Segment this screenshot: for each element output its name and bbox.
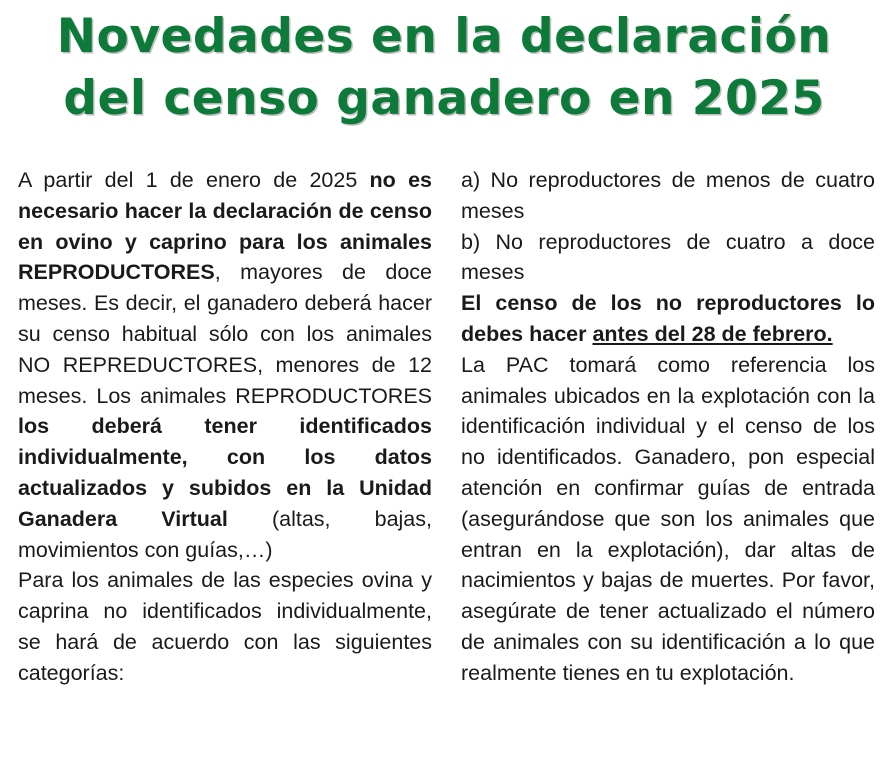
categories-paragraph: Para los animales de las especies ovina y caprina no identificados individualmente, se hará de acuerdo con las siguientes categorías: [18, 568, 432, 685]
examples-text: (altas, bajas, movimientos con guías,…) [18, 506, 432, 562]
intro-text: A partir del 1 de enero de 2025 [18, 168, 370, 192]
title-line-1: Novedades en la declaración [56, 9, 832, 64]
pac-paragraph: La PAC tomará como referencia los animales ubicados en la explotación con la identificación individual y el censo de los no identificados. Ganadero, pon especial atención en confirmar guías de entrada (asegurándose que son los animales que entran en la explotación), dar altas de nacimientos y bajas de muertes. Por favor, asegúrate de tener actualizado el número de animales con su identificación a lo que realmente tienes en tu explotación. [461, 352, 875, 685]
not-required-notice: no es necesario hacer la declaración de censo en ovino y caprino para los animales REPRODUCTORES [18, 168, 432, 285]
identification-requirement: los deberá tener identificados individualmente, con los datos actualizados y subidos en la Unidad Ganadera Virtual [18, 414, 432, 531]
intro-paragraph [18, 165, 432, 565]
category-item-a: a) No reproductores de menos de cuatro meses [461, 168, 875, 223]
title-line-2: del censo ganadero en 2025 [63, 71, 825, 126]
census-explanation: , mayores de doce meses. Es decir, el ganadero deberá hacer su censo habitual sólo con los animales NO REPREDUCTORES, menores de 12 meses. Los animales REPRODUCTORES [18, 260, 432, 408]
deadline-notice [461, 288, 875, 350]
page-title [0, 6, 888, 130]
right-column [461, 165, 875, 689]
category-item-b: b) No reproductores de cuatro a doce meses [461, 229, 875, 285]
left-column [18, 165, 432, 689]
deadline-notice-text: El censo de los no reproductores lo debes hacer [461, 291, 875, 346]
deadline-date: antes del 28 de febrero. [592, 321, 833, 346]
